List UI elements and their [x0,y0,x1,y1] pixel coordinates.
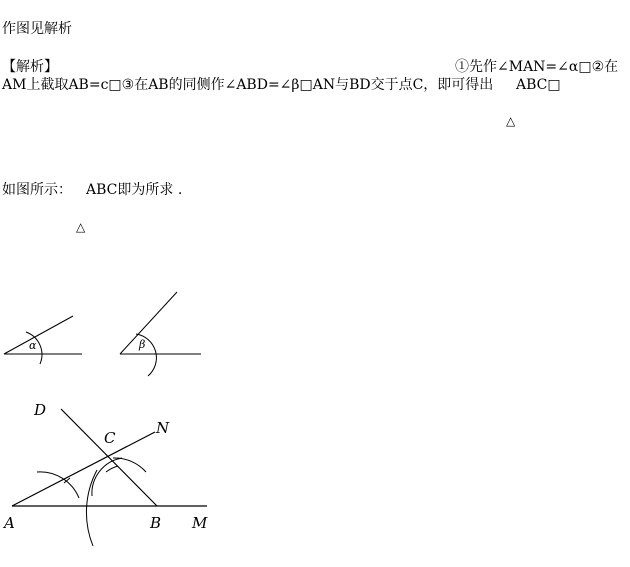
alpha-label: α [29,339,37,352]
point-label-a: A [4,514,15,532]
answer-line: 作图见解析 [2,21,72,37]
angle-alpha-figure [0,308,90,378]
point-label-m: M [192,514,208,532]
analysis-step-1: ①先作∠MAN=∠α□②在 [455,59,619,75]
point-label-b: B [150,514,162,532]
point-label-n: N [156,419,170,437]
point-label-d: D [34,401,47,419]
analysis-result-abc: ABC□ [516,77,561,93]
point-label-c: C [104,429,116,447]
construction-figure [0,398,230,558]
analysis-step-2-3: AM上截取AB=c□③在AB的同侧作∠ABD=∠β□AN与BD交于点C，即可得出 [2,77,494,93]
analysis-label: 【解析】 [2,59,58,75]
angle-beta-figure [115,288,215,378]
triangle-symbol-2: △ [76,220,86,234]
beta-label: β [139,338,146,351]
triangle-symbol-1: △ [506,114,516,128]
conclusion-text: ABC即为所求 . [86,182,183,198]
conclusion-prefix: 如图所示： [2,182,72,198]
